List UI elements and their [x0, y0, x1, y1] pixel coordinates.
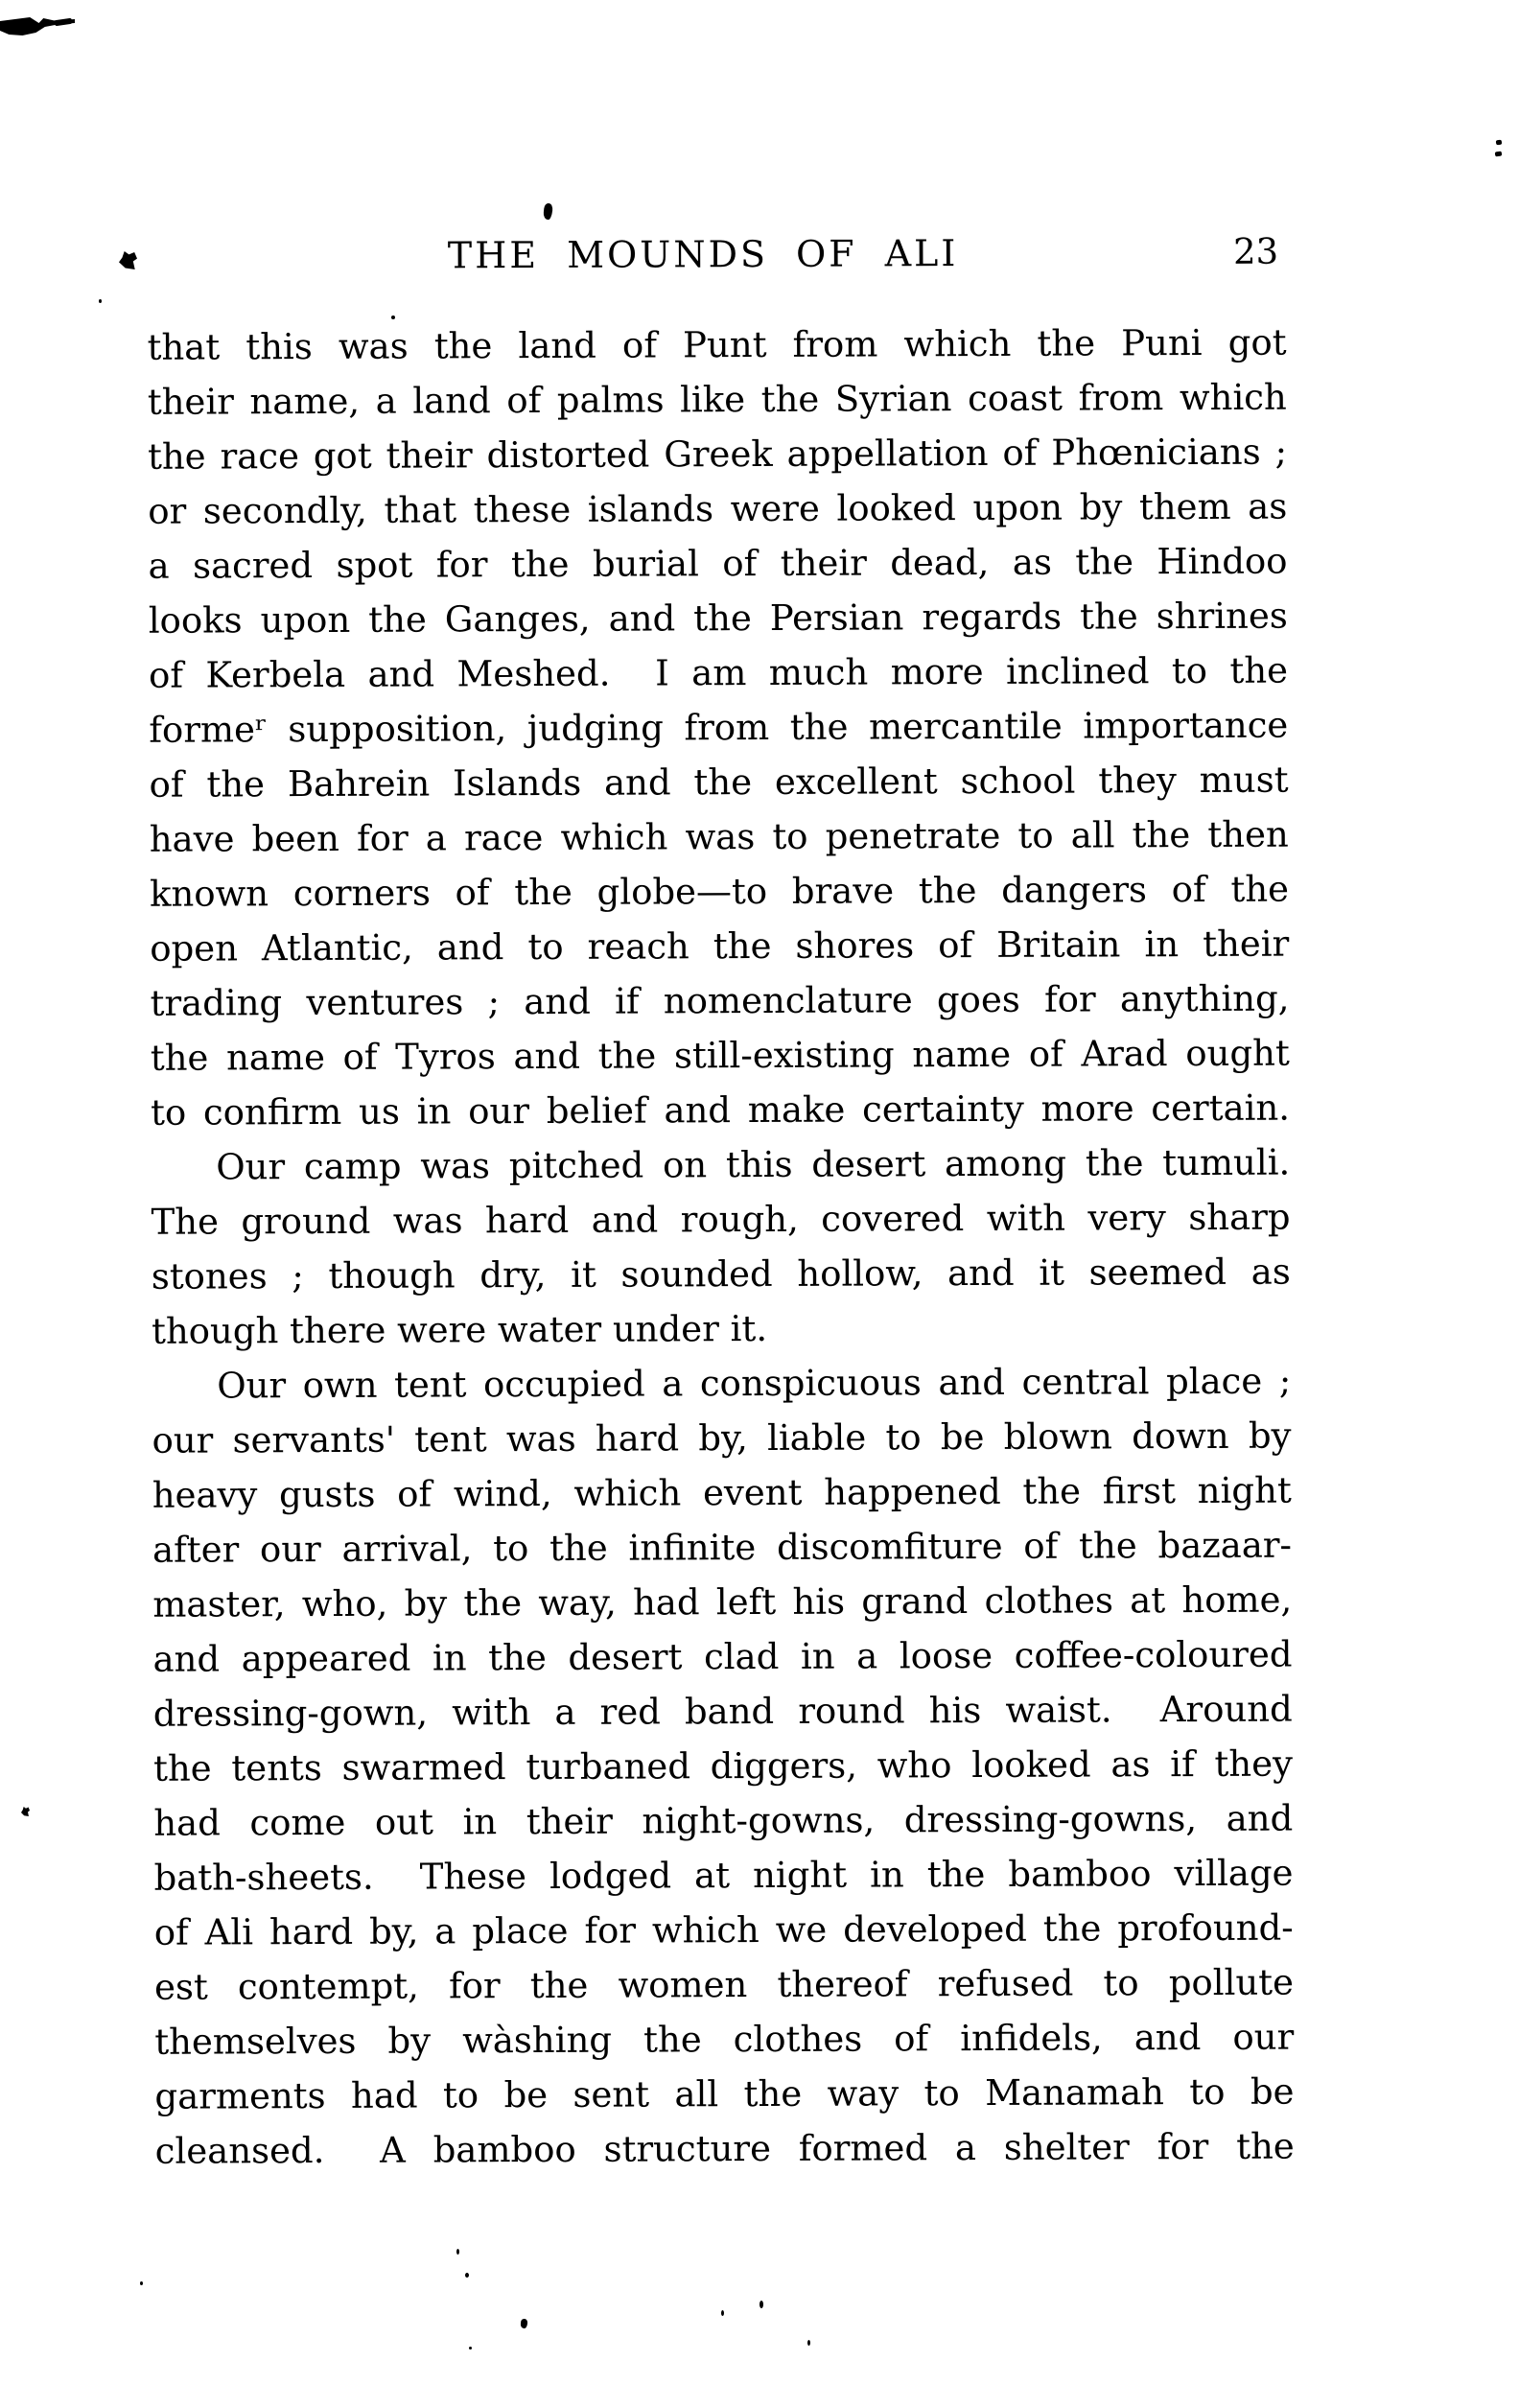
- page-number: 23: [1232, 230, 1279, 272]
- text-line: themselves by wàshing the clothes of infidels, and our: [154, 2016, 1295, 2063]
- text-line: dressing-gown, with a red band round his waist. Around: [152, 1688, 1293, 1735]
- text-line: Our camp was pitched on this desert among the tumuli.: [216, 1141, 1291, 1188]
- speck: [140, 2281, 143, 2285]
- text-line: formeʳ supposition, judging from the mercantile importance: [149, 704, 1289, 751]
- text-line: trading ventures ; and if nomenclature goes for anything,: [150, 977, 1290, 1024]
- text-line: the name of Tyros and the still-existing name of Arad ought: [150, 1032, 1290, 1079]
- text-line: Our own tent occupied a conspicuous and central place ;: [217, 1360, 1292, 1407]
- text-line: heavy gusts of wind, which event happened the first night: [152, 1469, 1292, 1516]
- text-line: known corners of the globe—to brave the dangers of the: [149, 868, 1290, 915]
- text-line: est contempt, for the women thereof refused to pollute: [153, 1961, 1295, 2008]
- text-line: of Kerbela and Meshed. I am much more inclined to the: [148, 649, 1289, 696]
- text-line: the tents swarmed turbaned diggers, who looked as if they: [152, 1742, 1294, 1789]
- speck: [469, 2347, 472, 2350]
- page-header: [147, 231, 1286, 284]
- body-text: [147, 316, 1294, 2179]
- text-line: though there were water under it.: [151, 1307, 768, 1352]
- text-line: the race got their distorted Greek appellation of Phœnicians ;: [147, 431, 1288, 478]
- text-line: stones ; though dry, it sounded hollow, and it seemed as: [151, 1251, 1291, 1298]
- text-line: to confirm us in our belief and make certainty more certain.: [150, 1087, 1291, 1134]
- text-line: have been for a race which was to penetrate to all the then: [149, 813, 1289, 860]
- text-line: garments had to be sent all the way to Manamah to be: [154, 2070, 1295, 2117]
- text-line: or secondly, that these islands were looked upon by them as: [148, 485, 1288, 532]
- text-line: The ground was hard and rough, covered with very sharp: [151, 1196, 1291, 1243]
- text-line: and appeared in the desert clad in a loose coffee-coloured: [152, 1633, 1293, 1680]
- text-line: had come out in their night-gowns, dressing-gowns, and: [153, 1797, 1294, 1844]
- text-line: of Ali hard by, a place for which we developed the profound-: [153, 1906, 1294, 1953]
- running-header-title: THE MOUNDS OF ALI: [447, 232, 959, 277]
- speck: [465, 2273, 469, 2278]
- text-line: looks upon the Ganges, and the Persian regards the shrines: [148, 595, 1288, 642]
- text-line: our servants' tent was hard by, liable to be blown down by: [152, 1414, 1292, 1461]
- text-line: that this was the land of Punt from which the Puni got: [147, 321, 1287, 368]
- text-line: bath-sheets. These lodged at night in the bamboo village: [153, 1852, 1294, 1899]
- text-line: of the Bahrein Islands and the excellent school they must: [149, 759, 1289, 806]
- speck: [456, 2249, 459, 2255]
- speck: [760, 2301, 763, 2308]
- text-line: open Atlantic, and to reach the shores of Britain in their: [150, 923, 1290, 970]
- text-line: after our arrival, to the infinite discomfiture of the bazaar-: [152, 1524, 1293, 1571]
- speck: [721, 2310, 724, 2316]
- speck: [391, 316, 395, 319]
- speck: [99, 299, 102, 303]
- text-line: their name, a land of palms like the Syrian coast from which: [147, 376, 1287, 423]
- text-line: a sacred spot for the burial of their dead, as the Hindoo: [148, 540, 1288, 587]
- speck: [807, 2340, 810, 2346]
- text-line: cleansed. A bamboo structure formed a shelter for the: [154, 2125, 1295, 2172]
- text-line: master, who, by the way, had left his grand clothes at home,: [152, 1578, 1293, 1625]
